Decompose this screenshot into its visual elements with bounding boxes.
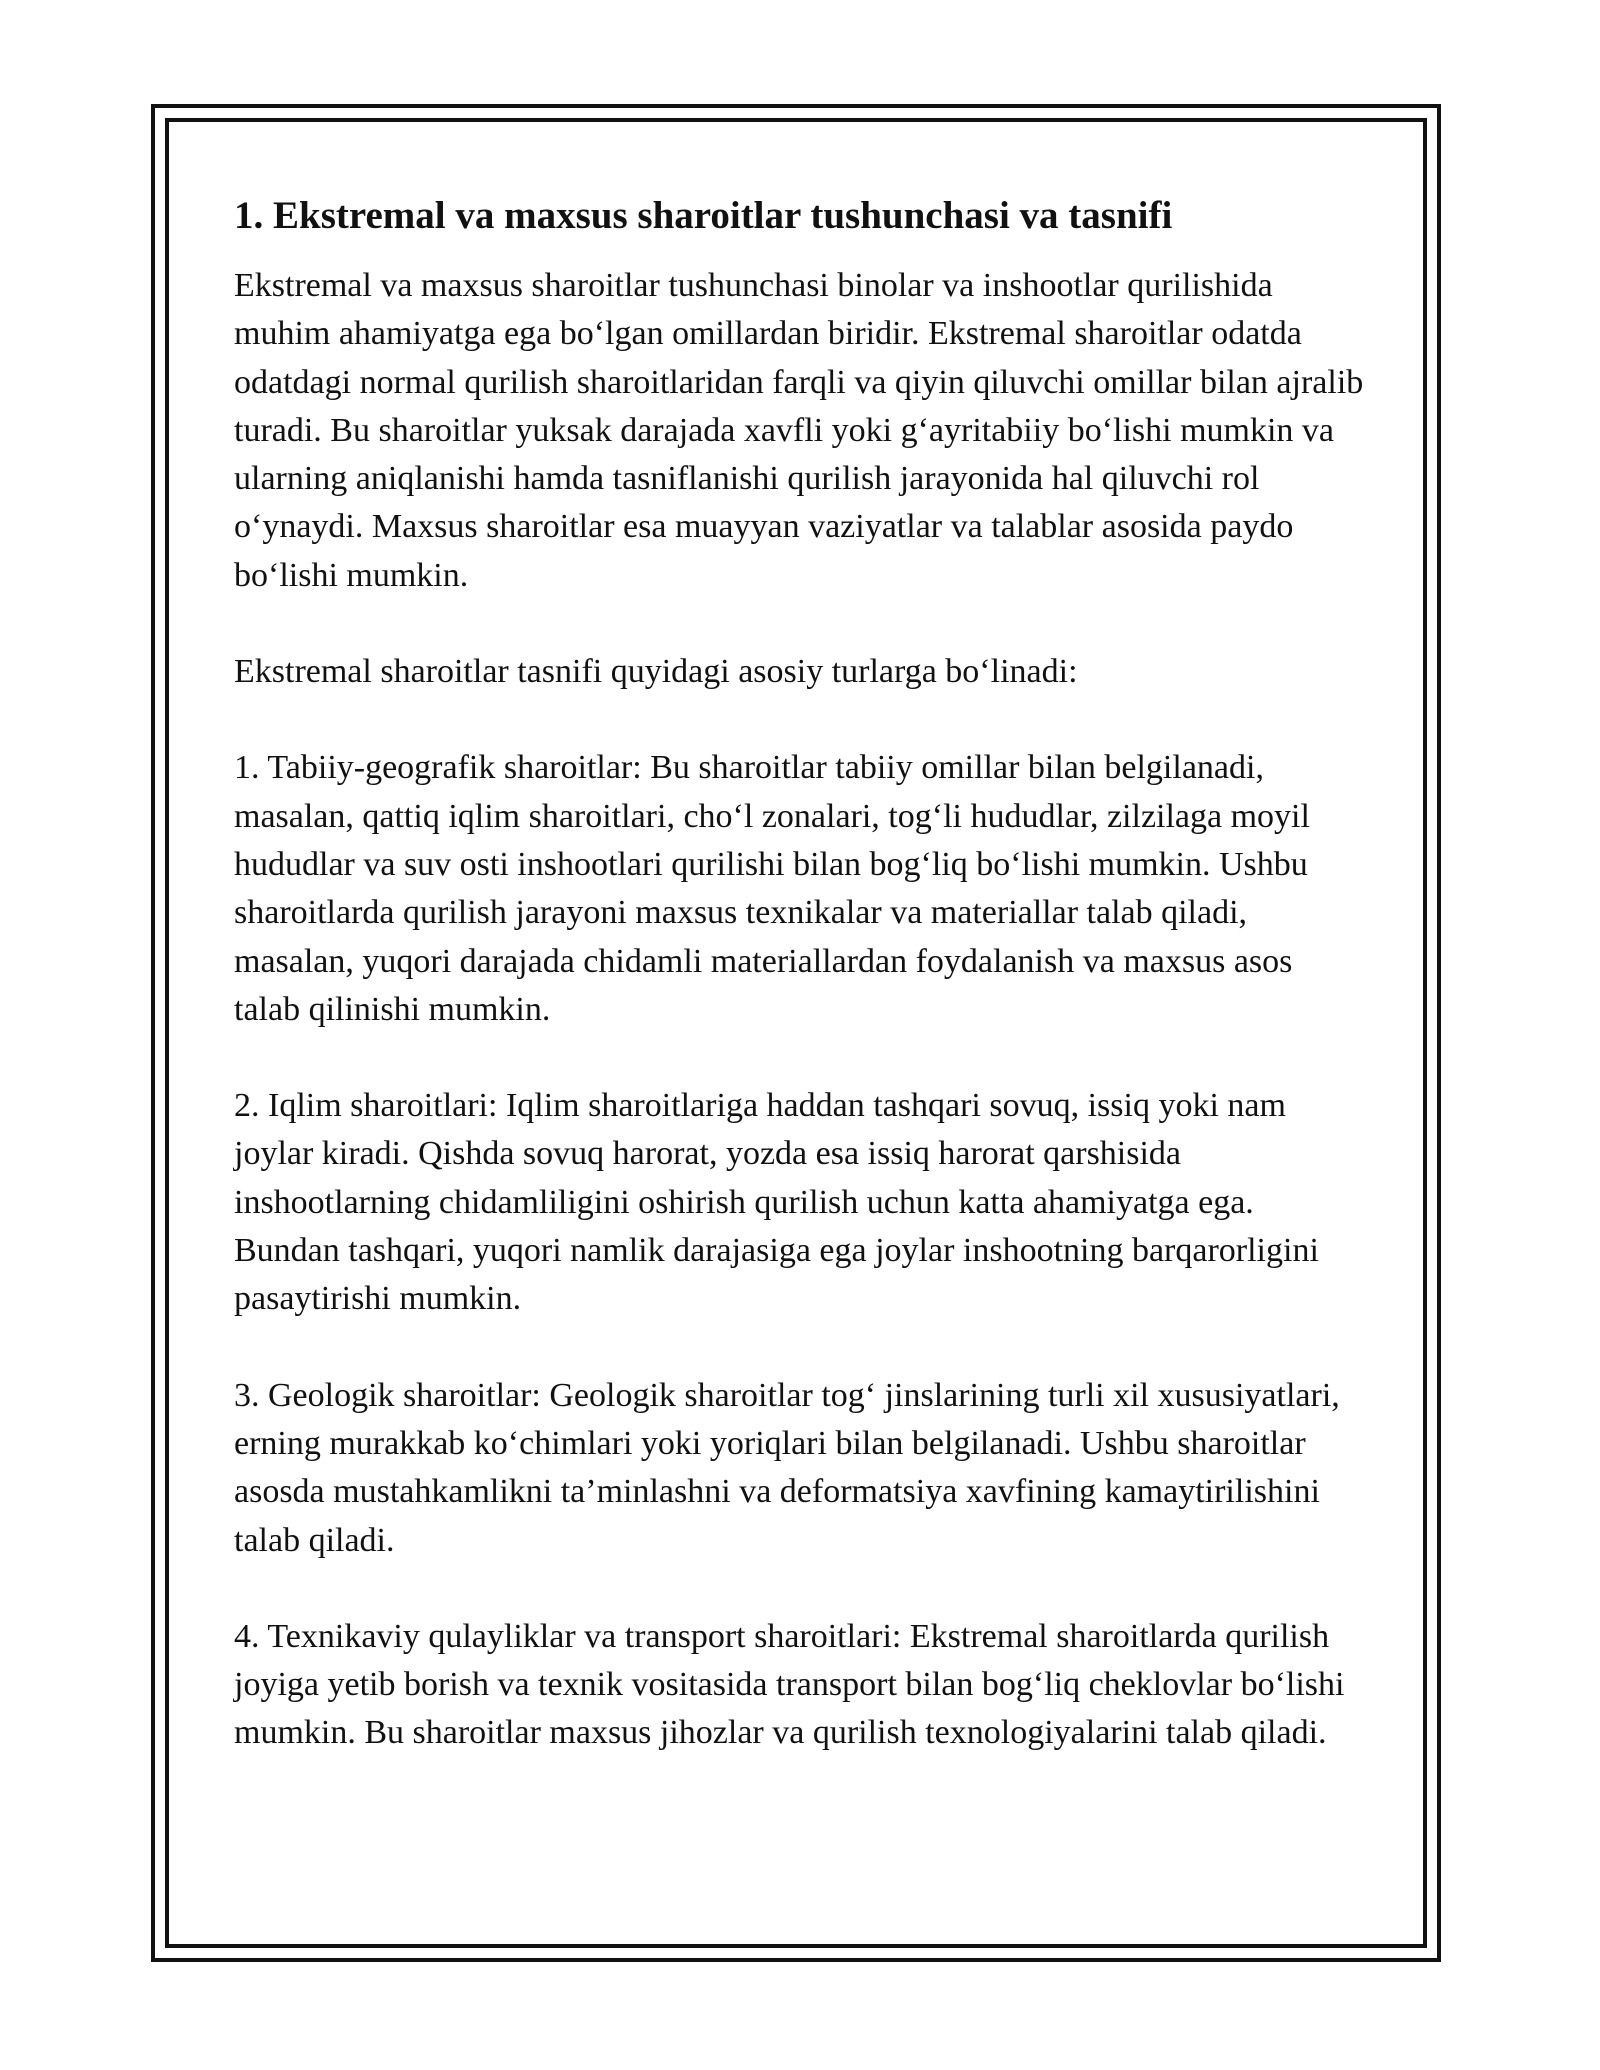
section-heading: 1. Ekstremal va maxsus sharoitlar tushunchasi va tasnifi: [234, 194, 1173, 237]
list-item-natural-geographic: 1. Tabiiy-geografik sharoitlar: Bu sharoitlar tabiiy omillar bilan belgilanadi, masalan, qattiq iqlim sharoitlari, cho‘l zonalari, tog‘li hududlar, zilzilaga moyil hududlar va suv osti inshootlari qurilishi bilan bog‘liq bo‘lishi mumkin. Ushbu sharoitlarda qurilish jarayoni maxsus texnikalar va materiallar talab qiladi, masalan, yuqori darajada chidamli materiallardan foydalanish va maxsus asos talab qilinishi mumkin.: [234, 749, 1310, 1028]
list-item-geological: 3. Geologik sharoitlar: Geologik sharoitlar tog‘ jinslarining turli xil xususiyatlari, erning murakkab ko‘chimlari yoki yoriqlari bilan belgilanadi. Ushbu sharoitlar asosda mustahkamlikni ta’minlashni va deformatsiya xavfining kamaytirilishini talab qiladi.: [234, 1376, 1340, 1559]
list-item-climate: 2. Iqlim sharoitlari: Iqlim sharoitlariga haddan tashqari sovuq, issiq yoki nam joylar kiradi. Qishda sovuq harorat, yozda esa issiq harorat qarshisida inshootlarning chidamliligini oshirish qurilish uchun katta ahamiyatga ega. Bundan tashqari, yuqori namlik darajasiga ega joylar inshootning barqarorligini pasaytirishi mumkin.: [234, 1087, 1319, 1318]
classification-intro: Ekstremal sharoitlar tasnifi quyidagi asosiy turlarga bo‘linadi:: [234, 653, 1078, 691]
list-item-technical-transport: 4. Texnikaviy qulayliklar va transport sharoitlari: Ekstremal sharoitlarda qurilish joyiga yetib borish va texnik vositasida transport bilan bog‘liq cheklovlar bo‘lishi mumkin. Bu sharoitlar maxsus jihozlar va qurilish texnologiyalarini talab qiladi.: [234, 1617, 1345, 1752]
intro-paragraph: Ekstremal va maxsus sharoitlar tushunchasi binolar va inshootlar qurilishida muhim ahamiyatga ega bo‘lgan omillardan biridir. Ekstremal sharoitlar odatda odatdagi normal qurilish sharoitlaridan farqli va qiyin qiluvchi omillar bilan ajralib turadi. Bu sharoitlar yuksak darajada xavfli yoki g‘ayritabiiy bo‘lishi mumkin va ularning aniqlanishi hamda tasniflanishi qurilish jarayonida hal qiluvchi rol o‘ynaydi. Maxsus sharoitlar esa muayyan vaziyatlar va talablar asosida paydo bo‘lishi mumkin.: [234, 267, 1364, 594]
document-body: [234, 182, 1364, 1806]
